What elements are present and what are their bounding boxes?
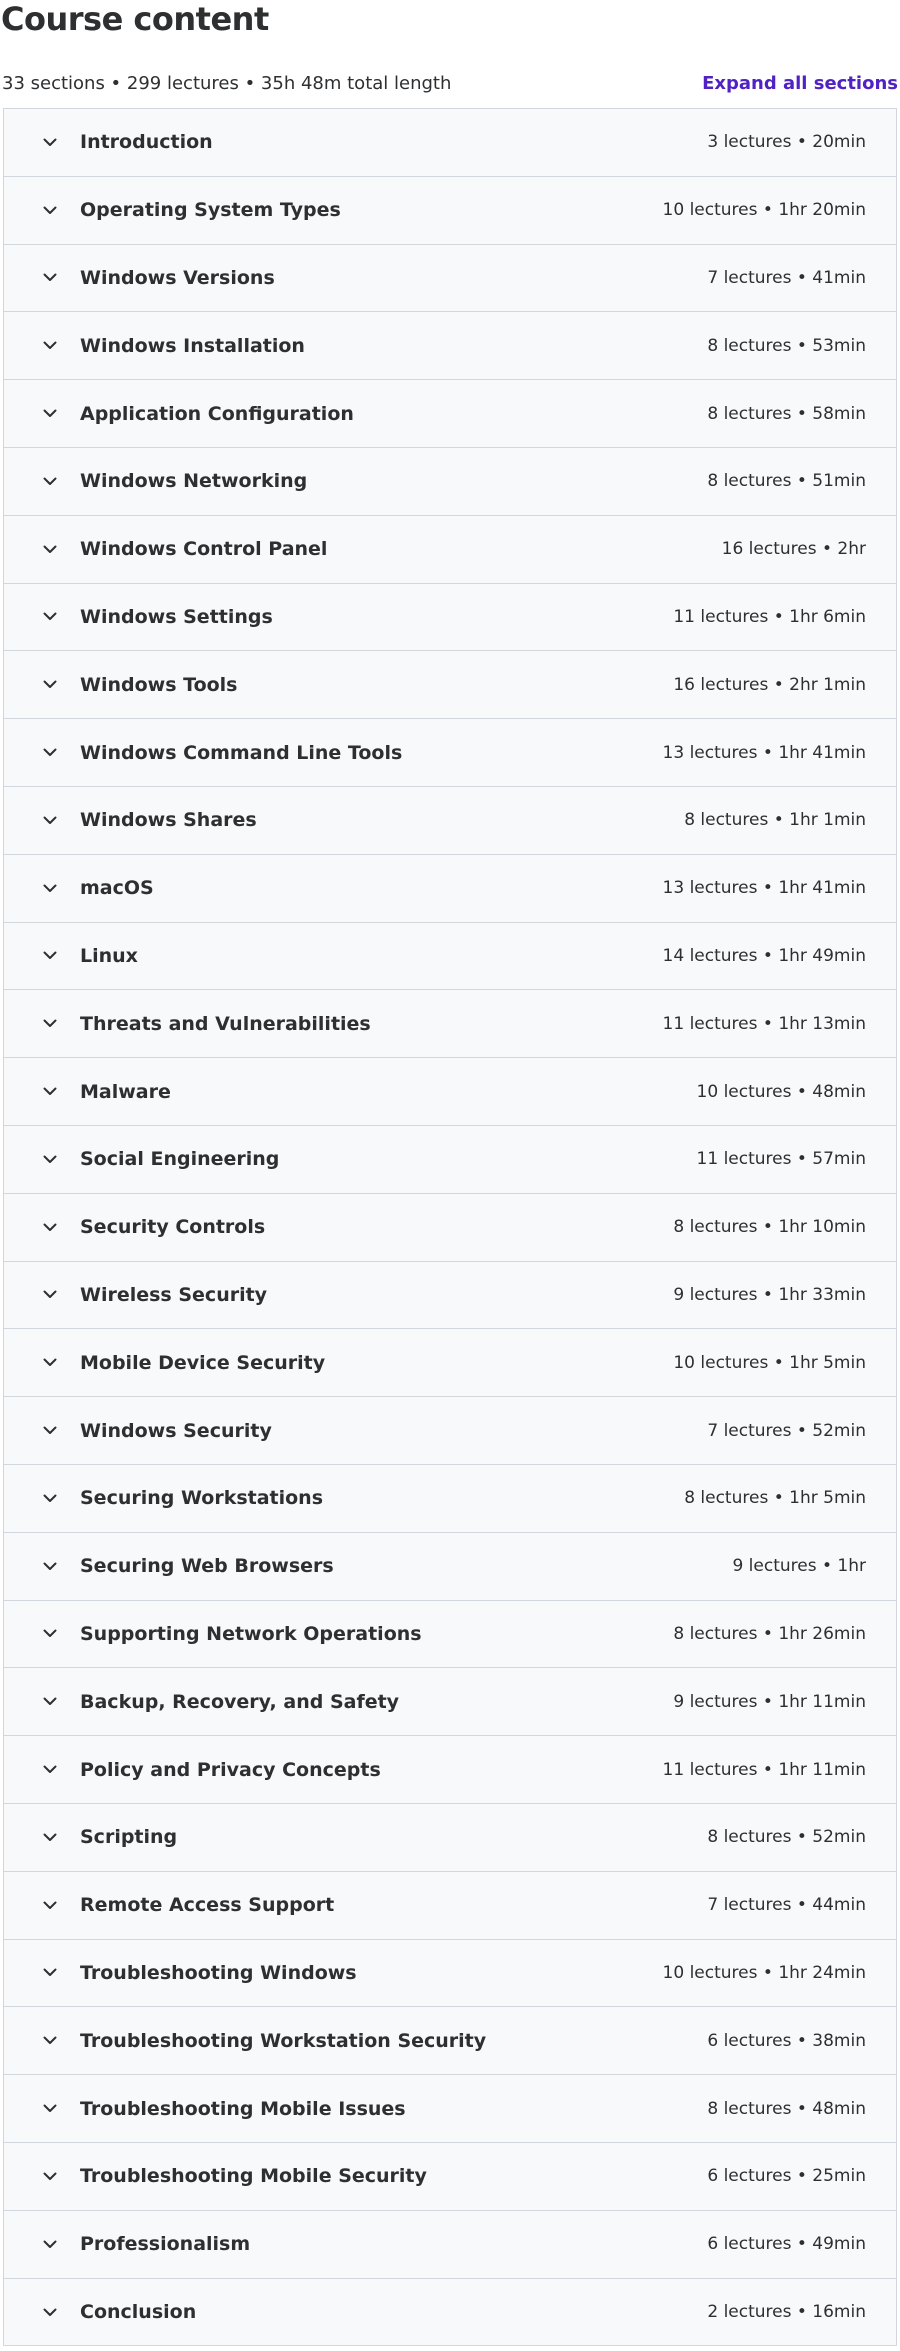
section-title: Windows Tools <box>80 673 238 696</box>
section-title: Troubleshooting Mobile Security <box>80 2165 427 2188</box>
section-lecture-count: 8 lectures • 1hr 10min <box>673 1217 866 1238</box>
section-header[interactable] <box>4 1668 896 1736</box>
section-lecture-count: 13 lectures • 1hr 41min <box>662 742 866 763</box>
chevron-down-icon <box>42 1829 58 1845</box>
section-header[interactable] <box>4 787 896 855</box>
section-header[interactable] <box>4 312 896 380</box>
section-title: Policy and Privacy Concepts <box>80 1758 381 1781</box>
section-header[interactable] <box>4 2007 896 2075</box>
section-header[interactable] <box>4 855 896 923</box>
course-sections-list <box>3 108 897 2346</box>
section-title: Windows Networking <box>80 470 308 493</box>
section-header[interactable] <box>4 719 896 787</box>
chevron-down-icon <box>42 1355 58 1371</box>
chevron-down-icon <box>42 880 58 896</box>
section-header[interactable] <box>4 1194 896 1262</box>
section-title: Professionalism <box>80 2233 251 2256</box>
section-title: Malware <box>80 1080 171 1103</box>
section-title: Backup, Recovery, and Safety <box>80 1690 400 1713</box>
section-lecture-count: 11 lectures • 57min <box>696 1149 866 1170</box>
section-lecture-count: 14 lectures • 1hr 49min <box>662 945 866 966</box>
section-title: Securing Web Browsers <box>80 1555 334 1578</box>
section-header[interactable] <box>4 1465 896 1533</box>
chevron-down-icon <box>42 1490 58 1506</box>
section-title: Wireless Security <box>80 1283 268 1306</box>
section-title: Conclusion <box>80 2301 197 2324</box>
chevron-down-icon <box>42 338 58 354</box>
section-header[interactable] <box>4 1126 896 1194</box>
chevron-down-icon <box>42 948 58 964</box>
chevron-down-icon <box>42 2168 58 2184</box>
section-title: Windows Control Panel <box>80 538 328 561</box>
chevron-down-icon <box>42 1084 58 1100</box>
chevron-down-icon <box>42 1965 58 1981</box>
section-title: Windows Command Line Tools <box>80 741 403 764</box>
page-title: Course content <box>1 0 269 38</box>
chevron-down-icon <box>42 406 58 422</box>
section-lecture-count: 11 lectures • 1hr 11min <box>662 1759 866 1780</box>
section-lecture-count: 8 lectures • 51min <box>707 471 866 492</box>
section-header[interactable] <box>4 1533 896 1601</box>
section-header[interactable] <box>4 1601 896 1669</box>
chevron-down-icon <box>42 2236 58 2252</box>
section-title: Windows Versions <box>80 266 275 289</box>
section-lecture-count: 6 lectures • 49min <box>707 2234 866 2255</box>
section-title: Threats and Vulnerabilities <box>80 1012 371 1035</box>
section-lecture-count: 8 lectures • 1hr 1min <box>684 810 866 831</box>
section-title: Scripting <box>80 1826 178 1849</box>
section-header[interactable] <box>4 1058 896 1126</box>
section-lecture-count: 9 lectures • 1hr <box>732 1556 866 1577</box>
chevron-down-icon <box>42 1626 58 1642</box>
section-header[interactable] <box>4 651 896 719</box>
chevron-down-icon <box>42 2033 58 2049</box>
section-lecture-count: 7 lectures • 41min <box>707 267 866 288</box>
section-lecture-count: 16 lectures • 2hr <box>721 539 866 560</box>
chevron-down-icon <box>42 1219 58 1235</box>
section-title: Windows Installation <box>80 334 305 357</box>
section-lecture-count: 8 lectures • 48min <box>707 2098 866 2119</box>
section-header[interactable] <box>4 584 896 652</box>
course-summary: 33 sections • 299 lectures • 35h 48m total length <box>2 72 452 94</box>
section-lecture-count: 6 lectures • 38min <box>707 2030 866 2051</box>
section-header[interactable] <box>4 177 896 245</box>
section-header[interactable] <box>4 923 896 991</box>
section-header[interactable] <box>4 2211 896 2279</box>
section-lecture-count: 8 lectures • 58min <box>707 403 866 424</box>
section-header[interactable] <box>4 2075 896 2143</box>
chevron-down-icon <box>42 1287 58 1303</box>
section-lecture-count: 9 lectures • 1hr 33min <box>673 1284 866 1305</box>
chevron-down-icon <box>42 270 58 286</box>
section-title: Securing Workstations <box>80 1487 324 1510</box>
section-title: Security Controls <box>80 1216 266 1239</box>
section-title: Windows Shares <box>80 809 257 832</box>
chevron-down-icon <box>42 1897 58 1913</box>
chevron-down-icon <box>42 1558 58 1574</box>
section-header[interactable] <box>4 1397 896 1465</box>
chevron-down-icon <box>42 812 58 828</box>
section-header[interactable] <box>4 1940 896 2008</box>
chevron-down-icon <box>42 541 58 557</box>
section-lecture-count: 11 lectures • 1hr 6min <box>673 606 866 627</box>
chevron-down-icon <box>42 677 58 693</box>
chevron-down-icon <box>42 2101 58 2117</box>
expand-all-sections-button[interactable]: Expand all sections <box>702 72 898 94</box>
section-lecture-count: 8 lectures • 1hr 26min <box>673 1623 866 1644</box>
section-title: macOS <box>80 877 154 900</box>
section-lecture-count: 2 lectures • 16min <box>707 2302 866 2323</box>
section-header[interactable] <box>4 245 896 313</box>
chevron-down-icon <box>42 134 58 150</box>
section-header[interactable] <box>4 1804 896 1872</box>
section-title: Troubleshooting Mobile Issues <box>80 2097 406 2120</box>
section-lecture-count: 10 lectures • 1hr 20min <box>662 200 866 221</box>
section-lecture-count: 10 lectures • 48min <box>696 1081 866 1102</box>
section-title: Introduction <box>80 131 213 154</box>
section-title: Mobile Device Security <box>80 1351 326 1374</box>
section-header[interactable] <box>4 380 896 448</box>
section-title: Operating System Types <box>80 199 341 222</box>
chevron-down-icon <box>42 473 58 489</box>
section-lecture-count: 8 lectures • 1hr 5min <box>684 1488 866 1509</box>
chevron-down-icon <box>42 1762 58 1778</box>
section-title: Supporting Network Operations <box>80 1622 422 1645</box>
chevron-down-icon <box>42 2304 58 2320</box>
section-lecture-count: 7 lectures • 52min <box>707 1420 866 1441</box>
section-title: Troubleshooting Windows <box>80 1961 357 1984</box>
section-header[interactable] <box>4 1262 896 1330</box>
section-lecture-count: 7 lectures • 44min <box>707 1895 866 1916</box>
course-summary-bar <box>2 68 898 98</box>
chevron-down-icon <box>42 609 58 625</box>
section-title: Troubleshooting Workstation Security <box>80 2029 487 2052</box>
section-lecture-count: 9 lectures • 1hr 11min <box>673 1691 866 1712</box>
section-title: Remote Access Support <box>80 1894 335 1917</box>
section-header[interactable] <box>4 1872 896 1940</box>
section-title: Social Engineering <box>80 1148 280 1171</box>
section-header[interactable] <box>4 2143 896 2211</box>
section-title: Linux <box>80 944 138 967</box>
section-lecture-count: 8 lectures • 53min <box>707 335 866 356</box>
section-lecture-count: 10 lectures • 1hr 5min <box>673 1352 866 1373</box>
section-header[interactable] <box>4 516 896 584</box>
section-header[interactable] <box>4 1736 896 1804</box>
section-lecture-count: 3 lectures • 20min <box>707 132 866 153</box>
section-header[interactable] <box>4 990 896 1058</box>
chevron-down-icon <box>42 745 58 761</box>
section-header[interactable] <box>4 448 896 516</box>
chevron-down-icon <box>42 202 58 218</box>
chevron-down-icon <box>42 1423 58 1439</box>
section-header[interactable] <box>4 2279 896 2347</box>
section-lecture-count: 13 lectures • 1hr 41min <box>662 878 866 899</box>
section-lecture-count: 6 lectures • 25min <box>707 2166 866 2187</box>
chevron-down-icon <box>42 1694 58 1710</box>
section-title: Windows Settings <box>80 605 273 628</box>
chevron-down-icon <box>42 1016 58 1032</box>
section-lecture-count: 10 lectures • 1hr 24min <box>662 1962 866 1983</box>
section-header[interactable] <box>4 109 896 177</box>
chevron-down-icon <box>42 1151 58 1167</box>
section-lecture-count: 8 lectures • 52min <box>707 1827 866 1848</box>
section-title: Windows Security <box>80 1419 272 1442</box>
section-title: Application Configuration <box>80 402 354 425</box>
section-header[interactable] <box>4 1329 896 1397</box>
section-lecture-count: 11 lectures • 1hr 13min <box>662 1013 866 1034</box>
section-lecture-count: 16 lectures • 2hr 1min <box>673 674 866 695</box>
